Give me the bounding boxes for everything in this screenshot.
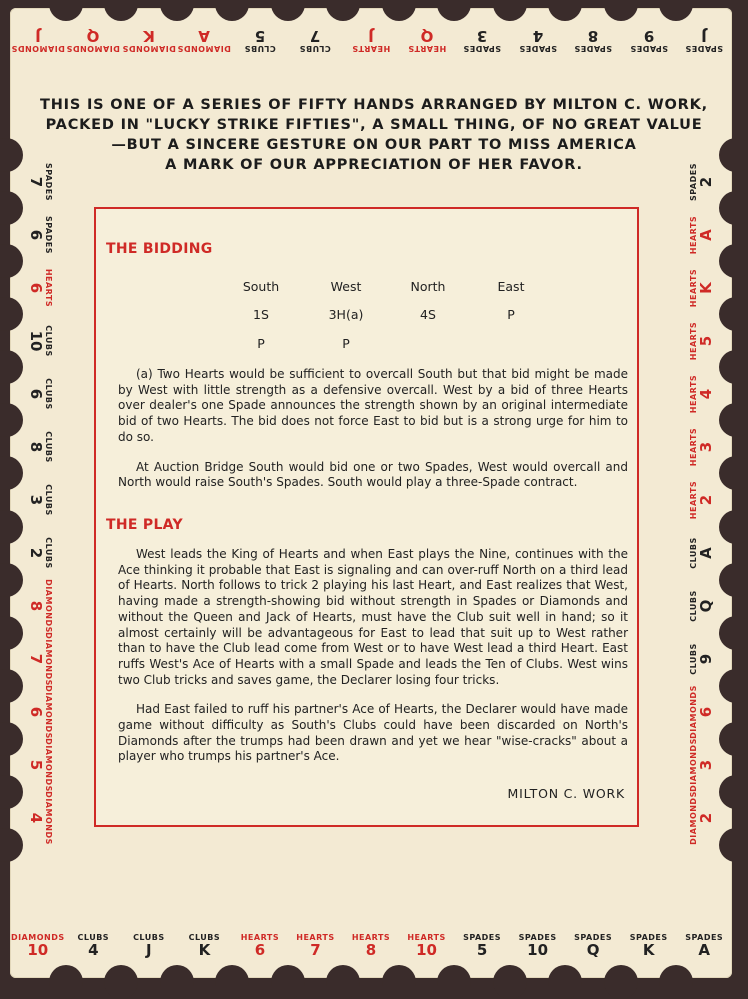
tab-suit-label: DIAMONDS (689, 791, 698, 846)
tab-suit-label: HEARTS (407, 44, 446, 53)
tab-suit-label: SPADES (685, 933, 724, 942)
tab-rank-label: A (697, 228, 715, 241)
tab-rank-label: 10 (527, 941, 549, 959)
tab-suit-label: SPADES (574, 44, 613, 53)
card-tab-left (15, 632, 65, 687)
signature: MILTON C. WORK (507, 786, 625, 801)
tab-suit-label: HEARTS (407, 933, 446, 942)
tab-rank-label: 5 (27, 760, 45, 771)
card-tab-bottom (518, 921, 558, 971)
tab-rank-label: K (143, 27, 155, 45)
tab-suit-label: SPADES (574, 933, 613, 942)
tab-rank-label: K (642, 941, 655, 959)
bid-col-west: West (330, 279, 362, 294)
tab-suit-label: CLUBS (44, 324, 53, 357)
tab-rank-label: 3 (697, 760, 715, 771)
tab-rank-label: 8 (27, 600, 45, 612)
card-tab-left (15, 215, 65, 255)
tab-rank-label: 4 (88, 941, 99, 959)
tab-suit-label: CLUBS (188, 933, 221, 942)
card-tab-bottom (10, 921, 65, 971)
tab-rank-label: J (701, 27, 708, 45)
card-tab-right (677, 791, 727, 846)
card-tab-bottom (351, 921, 391, 971)
card-tab-right (677, 639, 727, 679)
tab-rank-label: 3 (697, 441, 715, 453)
card-tab-bottom (295, 921, 335, 971)
tab-suit-label: SPADES (44, 215, 53, 254)
tab-rank-label: 5 (476, 941, 488, 959)
tab-rank-label: 8 (27, 441, 45, 453)
tab-rank-label: 10 (27, 941, 49, 959)
tab-suit-label: DIAMONDS (689, 685, 698, 740)
tab-suit-label: SPADES (518, 44, 557, 53)
card-tab-left (15, 268, 65, 308)
tab-suit-label: HEARTS (689, 374, 698, 414)
tab-rank-label: Q (86, 27, 100, 45)
bid-cell: 4S (420, 307, 436, 322)
card-tab-left (15, 533, 65, 573)
tab-suit-label: CLUBS (133, 933, 165, 942)
hand-panel (94, 207, 639, 827)
tab-suit-label: SPADES (685, 44, 724, 53)
bid-cell: P (257, 336, 265, 351)
card-tab-top (407, 15, 447, 65)
card-tab-left (15, 321, 65, 361)
tab-suit-label: HEARTS (351, 933, 391, 942)
tab-suit-label: CLUBS (44, 431, 53, 463)
tab-rank-label: 6 (27, 388, 45, 400)
card-tab-top (295, 15, 335, 65)
tab-suit-label: HEARTS (689, 215, 698, 254)
card-tab-right (677, 480, 727, 520)
card-tab-top (10, 15, 65, 65)
card-tab-left (15, 374, 65, 414)
tab-suit-label: SPADES (44, 162, 53, 201)
tab-rank-label: A (698, 941, 711, 959)
card-header (20, 95, 728, 175)
tab-suit-label: DIAMONDS (66, 44, 121, 53)
header-line-4: A MARK OF OUR APPRECIATION OF HER FAVOR. (165, 157, 583, 173)
card-tab-bottom (629, 921, 669, 971)
bidding-paragraph: At Auction Bridge South would bid one or two Spades, West would overcall and North would raise South's Spades. South would play a three-Spade contract. (118, 459, 628, 490)
bid-cell: P (507, 307, 515, 322)
bidding-title: THE BIDDING (106, 241, 213, 257)
tab-suit-label: HEARTS (44, 268, 53, 307)
tab-suit-label: DIAMONDS (10, 933, 65, 942)
card-tab-top (462, 15, 502, 65)
tab-rank-label: 10 (27, 330, 45, 352)
card-tab-right (677, 268, 727, 308)
tab-suit-label: CLUBS (689, 537, 698, 569)
card-tab-bottom (184, 921, 224, 971)
tab-rank-label: 2 (697, 813, 715, 824)
tab-suit-label: HEARTS (689, 321, 698, 360)
card-tab-right (677, 427, 727, 467)
tab-rank-label: 6 (27, 282, 45, 293)
tab-suit-label: SPADES (463, 44, 502, 53)
tab-rank-label: 3 (476, 27, 488, 45)
tab-rank-label: 5 (697, 335, 715, 346)
card-tab-right (677, 586, 727, 626)
tab-suit-label: HEARTS (296, 933, 335, 942)
tab-suit-label: CLUBS (77, 933, 110, 942)
tab-suit-label: CLUBS (44, 537, 53, 569)
bidding-row-2 (96, 336, 637, 354)
tab-rank-label: 6 (697, 707, 715, 718)
bidding-row-1 (96, 307, 637, 325)
tab-rank-label: 8 (587, 27, 599, 45)
card-tab-top (240, 15, 280, 65)
card-tab-top (573, 15, 613, 65)
tab-suit-label: SPADES (629, 933, 668, 942)
tab-suit-label: DIAMONDS (689, 738, 698, 793)
card-tab-right (677, 533, 727, 573)
tab-suit-label: DIAMONDS (177, 44, 232, 53)
header-line-1: THIS IS ONE OF A SERIES OF FIFTY HANDS ARRANGED BY MILTON C. WORK, (40, 97, 708, 113)
tab-suit-label: DIAMONDS (44, 685, 53, 740)
tab-rank-label: 4 (697, 388, 715, 400)
tab-rank-label: 9 (643, 27, 654, 45)
header-line-3: —BUT A SINCERE GESTURE ON OUR PART TO MISS AMERICA (111, 137, 637, 153)
tab-suit-label: HEARTS (689, 427, 698, 467)
tab-rank-label: 4 (532, 27, 543, 45)
card-tab-right (677, 321, 727, 361)
tab-suit-label: DIAMONDS (44, 791, 53, 846)
bidding-paragraph: (a) Two Hearts would be sufficient to overcall South but that bid might be made by West with little strength as a defensive overcall. West by a bid of three Hearts over dealer's one Spade announces the strength shown by an original intermediate bid of two Hearts. The bid does not force East to bid but is a strong urge for him to do so. (118, 367, 628, 444)
card-tab-top (518, 15, 558, 65)
tab-suit-label: CLUBS (689, 643, 698, 675)
card-tab-left (15, 791, 65, 846)
tab-suit-label: HEARTS (689, 480, 698, 520)
card-tab-bottom (240, 921, 280, 971)
tab-suit-label: HEARTS (240, 933, 280, 942)
card-tab-bottom (129, 921, 169, 971)
card-tab-bottom (573, 921, 613, 971)
tab-rank-label: K (198, 941, 211, 959)
tab-rank-label: 7 (27, 654, 45, 665)
tab-rank-label: Q (697, 599, 715, 613)
bid-col-south: South (242, 279, 280, 294)
play-paragraph: Had East failed to ruff his partner's Ace of Hearts, the Declarer would have made game without difficulty as South's Clubs could have been discarded on North's Diamonds after the trumps had been drawn and yet we hear "wise-cracks" about a player who trumps his partner's Ace. (118, 702, 628, 764)
play-title: THE PLAY (106, 517, 183, 533)
tab-suit-label: HEARTS (689, 268, 698, 307)
tab-rank-label: K (697, 281, 715, 294)
tab-rank-label: 6 (254, 941, 266, 959)
card-tab-bottom (684, 921, 724, 971)
tab-rank-label: 2 (27, 547, 45, 559)
tab-rank-label: 10 (416, 941, 437, 959)
card-tab-right (677, 685, 727, 740)
tab-suit-label: SPADES (518, 933, 557, 942)
card-tab-left (15, 738, 65, 793)
tab-rank-label: 2 (697, 176, 715, 187)
tab-suit-label: DIAMONDS (44, 738, 53, 793)
bid-cell: P (342, 336, 350, 351)
tab-rank-label: Q (586, 941, 600, 959)
tab-suit-label: DIAMONDS (44, 579, 53, 633)
card-tab-top (629, 15, 669, 65)
bid-col-east: East (497, 279, 525, 294)
card-tab-bottom (73, 921, 113, 971)
tab-rank-label: 7 (27, 176, 45, 187)
tab-suit-label: CLUBS (44, 378, 53, 410)
tab-rank-label: A (697, 547, 715, 559)
tab-rank-label: 7 (310, 941, 321, 959)
card-tab-bottom (407, 921, 447, 971)
tab-suit-label: SPADES (629, 44, 668, 53)
card-tab-left (15, 579, 65, 633)
tab-suit-label: SPADES (689, 162, 698, 201)
bid-col-north: North (410, 279, 446, 294)
tab-rank-label: 7 (310, 27, 321, 45)
tab-suit-label: DIAMONDS (10, 44, 65, 53)
tab-suit-label: CLUBS (244, 44, 276, 53)
tab-rank-label: 2 (697, 494, 715, 506)
tab-suit-label: HEARTS (351, 44, 391, 53)
card-tab-bottom (462, 921, 502, 971)
tab-rank-label: 5 (254, 27, 266, 45)
card-tab-right (677, 738, 727, 793)
bidding-notes (118, 367, 628, 491)
tab-rank-label: J (368, 27, 374, 45)
card-tab-top (684, 15, 724, 65)
card-tab-left (15, 480, 65, 520)
tab-suit-label: SPADES (463, 933, 502, 942)
tab-suit-label: CLUBS (299, 44, 332, 53)
tab-rank-label: 3 (27, 494, 45, 506)
bid-cell: 3H(a) (328, 307, 364, 322)
tab-rank-label: J (34, 27, 41, 45)
card-tab-top (122, 15, 176, 65)
tab-rank-label: 9 (697, 654, 715, 665)
tab-rank-label: 8 (365, 941, 377, 959)
tab-rank-label: J (146, 941, 152, 959)
card-tab-left (15, 685, 65, 740)
tab-suit-label: CLUBS (689, 590, 698, 622)
card-tab-right (677, 374, 727, 414)
tab-suit-label: DIAMONDS (122, 44, 176, 53)
tab-suit-label: DIAMONDS (44, 632, 53, 687)
play-paragraph: West leads the King of Hearts and when East plays the Nine, continues with the Ace thinking it probable that East is signaling and can over-ruff North on a third lead of Hearts. North follows to trick 2 playing his last Heart, and East realizes that West, having made a strength-showing bid without strength in Spades or Diamonds and without the Queen and Jack of Hearts, must have the Club suit well in hand; so it almost certainly will be advantageous for East to lead that suit up to West rather than to have the Club lead come from West or to have West lead a third Heart. East ruffs West's Ace of Hearts with a small Spade and leads the Ten of Clubs. West wins two Club tricks and saves game, the Declarer losing four tricks. (118, 547, 628, 687)
tab-suit-label: CLUBS (44, 484, 53, 516)
card-tab-left (15, 427, 65, 467)
header-line-2: PACKED IN "LUCKY STRIKE FIFTIES", A SMALL THING, OF NO GREAT VALUE (45, 117, 703, 133)
tab-rank-label: 4 (27, 813, 45, 824)
tab-rank-label: Q (420, 27, 433, 45)
tab-rank-label: A (198, 27, 211, 45)
card-tab-top (351, 15, 391, 65)
card-tab-right (677, 215, 727, 255)
bid-cell: 1S (253, 307, 269, 322)
bidding-header-row (96, 279, 637, 297)
tab-rank-label: 6 (27, 229, 45, 240)
card-tab-top (66, 15, 121, 65)
play-notes (118, 547, 628, 765)
card-tab-top (177, 15, 232, 65)
tab-rank-label: 6 (27, 707, 45, 718)
